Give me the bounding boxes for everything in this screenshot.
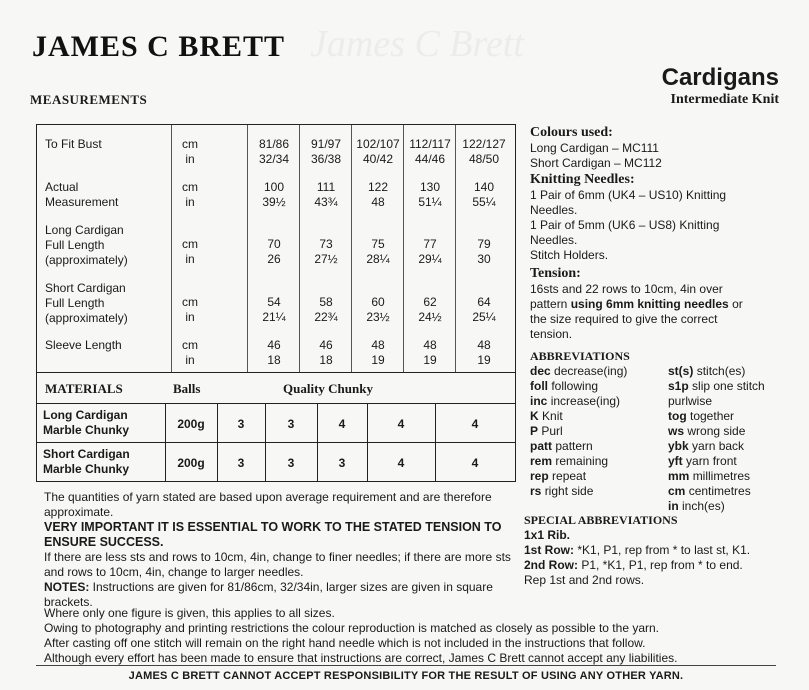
size-cell: 112/117 44/46 (409, 137, 451, 166)
row-divider (37, 442, 515, 443)
needles-line: 1 Pair of 5mm (UK6 – US8) Knitting (530, 218, 720, 232)
footer-divider (36, 665, 776, 666)
note-quantities: The quantities of yarn stated are based upon average requirement and are therefore approximate. (44, 490, 492, 519)
abbreviation-item: ybk yarn back (668, 439, 745, 453)
materials-table (36, 372, 516, 482)
special-heading: SPECIAL ABBREVIATIONS (524, 513, 678, 527)
size-cell: 75 28¼ (366, 237, 390, 266)
balls-heading: Balls (173, 381, 201, 396)
abbreviations-right (668, 364, 765, 514)
colour-line: Long Cardigan – MC111 (530, 141, 659, 155)
unit-cell: cm in (182, 237, 198, 266)
abbreviations-heading: ABBREVIATIONS (530, 349, 630, 363)
size-cell: 130 51¼ (418, 180, 442, 209)
abbreviation-item: tog together (668, 409, 735, 423)
abbreviation-item: P Purl (530, 424, 563, 438)
materials-header (37, 373, 515, 404)
abbreviation-item: cm centimetres (668, 484, 751, 498)
column-divider (171, 125, 172, 372)
special-abbreviations (524, 512, 794, 588)
needles-line: 1 Pair of 6mm (UK4 – US10) Knitting (530, 188, 727, 202)
abbreviation-item: K Knit (530, 409, 563, 423)
size-cell: 100 39½ (262, 180, 286, 209)
abbreviation-item: inc increase(ing) (530, 394, 621, 408)
column-divider (455, 125, 456, 372)
needles-line: Needles. (530, 233, 578, 247)
size-cell: 46 18 (267, 338, 281, 367)
note-casting-off: After casting off one stitch will remain on the right hand needle which is not included in the instructions that follow. (44, 636, 646, 650)
unit-cell: cm in (182, 338, 198, 367)
colours-heading: Colours used: (530, 125, 613, 140)
abbreviation-item: dec decrease(ing) (530, 364, 628, 378)
colour-line: Short Cardigan – MC112 (530, 156, 662, 170)
abbreviation-item: s1p slip one stitch (668, 379, 765, 393)
materials-row (37, 405, 515, 443)
column-divider (403, 125, 404, 372)
ball-count: 3 (237, 456, 245, 470)
rib-repeat: Rep 1st and 2nd rows. (524, 573, 645, 587)
size-cell: 62 24½ (418, 295, 442, 324)
pattern-subtitle: Intermediate Knit (670, 92, 779, 107)
column-divider (299, 125, 300, 372)
size-cell: 122/127 48/50 (462, 137, 506, 166)
size-cell: 102/107 40/42 (356, 137, 400, 166)
size-cell: 64 25¼ (472, 295, 496, 324)
ball-count: 4 (471, 417, 479, 431)
materials-heading: MATERIALS (45, 381, 123, 396)
row-label: Actual Measurement (45, 180, 119, 209)
size-cell: 70 26 (267, 237, 281, 266)
ball-count: 3 (237, 417, 245, 431)
abbreviation-item: rem remaining (530, 454, 609, 468)
needles-heading: Knitting Needles: (530, 172, 635, 187)
tension-line: 16sts and 22 rows to 10cm, 4in over (530, 282, 723, 296)
ball-weight: 200g (177, 417, 205, 431)
quality-heading: Quality Chunky (283, 381, 373, 396)
notes-block-wide (44, 606, 764, 666)
size-cell: 60 23½ (366, 295, 390, 324)
abbreviation-item: rep repeat (530, 469, 587, 483)
abbreviations-left (530, 364, 627, 499)
size-cell: 111 43¾ (314, 180, 338, 209)
size-cell: 77 29¼ (418, 237, 442, 266)
ball-count: 4 (338, 417, 346, 431)
abbreviation-item: st(s) stitch(es) (668, 364, 746, 378)
needles-line: Stitch Holders. (530, 248, 609, 262)
abbreviation-item: mm millimetres (668, 469, 751, 483)
ball-count: 4 (471, 456, 479, 470)
measurements-table (36, 124, 516, 372)
row-label: Sleeve Length (45, 338, 122, 352)
rib-row: 1st Row: *K1, P1, rep from * to last st, K1. (524, 543, 751, 557)
note-sizes: NOTES: Instructions are given for 81/86cm, 32/34in, larger sizes are given in square brackets. (44, 580, 493, 609)
tension-line: the size required to give the correct (530, 312, 718, 326)
row-label: Short Cardigan Full Length (approximately) (45, 281, 128, 325)
tension-line: tension. (530, 327, 573, 341)
column-divider (351, 125, 352, 372)
ball-count: 4 (397, 417, 405, 431)
note-one-figure: Where only one figure is given, this applies to all sizes. (44, 606, 335, 620)
abbreviation-item: foll following (530, 379, 599, 393)
pattern-info-column (530, 124, 800, 514)
column-divider (247, 125, 248, 372)
note-photography: Owing to photography and printing restrictions the colour reproduction is matched as closely as possible to the yarn. (44, 621, 659, 635)
ball-count: 4 (397, 456, 405, 470)
tension-heading: Tension: (530, 266, 581, 281)
size-cell: 54 21¼ (262, 295, 286, 324)
garment-name: Short Cardigan Marble Chunky (43, 447, 130, 476)
note-tension: If there are less sts and rows to 10cm, 4in, change to finer needles; if there are more sts and rows to 10cm, 4in, change to larger needles. (44, 550, 511, 579)
tension-line: pattern using 6mm knitting needles or (530, 297, 743, 311)
notes-block (44, 490, 524, 610)
garment-name: Long Cardigan Marble Chunky (43, 408, 130, 437)
abbreviation-item: yft yarn front (668, 454, 737, 468)
abbreviation-item: ws wrong side (668, 424, 746, 438)
abbreviation-item: purlwise (668, 394, 713, 408)
ball-count: 3 (287, 417, 295, 431)
note-important: VERY IMPORTANT IT IS ESSENTIAL TO WORK TO THE STATED TENSION TO ENSURE SUCCESS. (44, 520, 502, 549)
abbreviation-item: rs right side (530, 484, 594, 498)
abbreviation-item: patt pattern (530, 439, 593, 453)
row-label: Long Cardigan Full Length (approximately) (45, 223, 128, 267)
brand-logo: JAMES C BRETT (32, 30, 286, 63)
note-disclaimer: Although every effort has been made to ensure that instructions are correct, James C Brett cannot accept any liabilities. (44, 651, 678, 665)
size-cell: 48 19 (477, 338, 491, 367)
size-cell: 122 48 (367, 180, 389, 209)
unit-cell: cm in (182, 180, 198, 209)
size-cell: 48 19 (423, 338, 437, 367)
needles-line: Needles. (530, 203, 578, 217)
rib-title: 1x1 Rib. (524, 528, 571, 542)
brand-watermark: James C Brett (310, 23, 524, 65)
size-cell: 73 27½ (314, 237, 338, 266)
size-cell: 48 19 (371, 338, 385, 367)
unit-cell: cm in (182, 137, 198, 166)
materials-row (37, 444, 515, 482)
size-cell: 140 55¼ (472, 180, 496, 209)
unit-cell: cm in (182, 295, 198, 324)
size-cell: 91/97 36/38 (310, 137, 342, 166)
ball-count: 3 (338, 456, 346, 470)
size-cell: 58 22¾ (314, 295, 338, 324)
size-cell: 46 18 (319, 338, 333, 367)
abbreviation-item: in inch(es) (668, 499, 725, 513)
abbreviations-list (530, 364, 800, 514)
size-cell: 79 30 (477, 237, 491, 266)
rib-row: 2nd Row: P1, *K1, P1, rep from * to end. (524, 558, 743, 572)
ball-count: 3 (287, 456, 295, 470)
footer-disclaimer: JAMES C BRETT CANNOT ACCEPT RESPONSIBILITY FOR THE RESULT OF USING ANY OTHER YARN. (128, 670, 684, 682)
pattern-title: Cardigans (661, 64, 779, 91)
size-cell: 81/86 32/34 (258, 137, 290, 166)
row-label: To Fit Bust (45, 137, 102, 151)
measurements-heading: MEASUREMENTS (30, 92, 148, 107)
ball-weight: 200g (177, 456, 205, 470)
